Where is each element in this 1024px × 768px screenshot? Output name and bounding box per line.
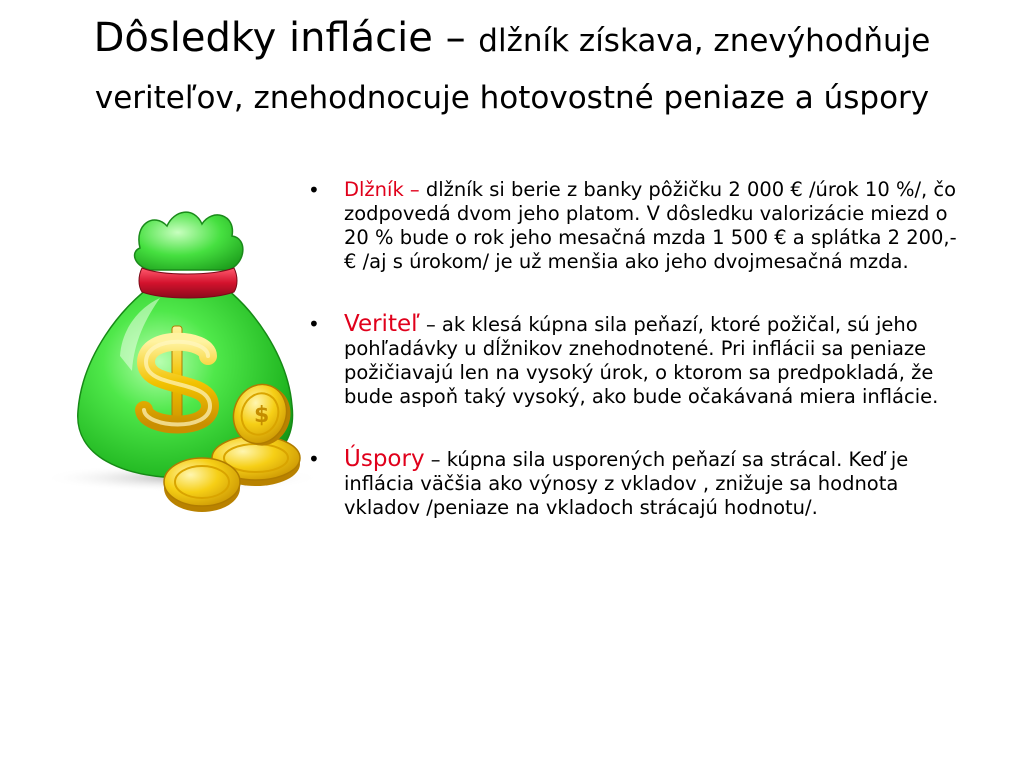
svg-text:$: $ (254, 403, 270, 428)
money-bag-illustration (42, 206, 342, 536)
slide-title-main: Dôsledky inflácie – (93, 15, 479, 61)
bullet-veritel (306, 312, 966, 409)
money-bag-with-coins-icon (42, 206, 342, 536)
bullet-text: dlžník si berie z banky pôžičku 2 000 € /úrok 10 %/, čo zodpovedá dvom jeho platom. V dôsledku valorizácie miezd o 20 % bude o rok jeho mesačná mzda 1 500 € a splátka 2 200,- € /aj s úrokom/ je už menšia ako jeho dvojmesačná mzda. (344, 178, 957, 273)
bullet-text: – ak klesá kúpna sila peňazí, ktoré požičal, sú jeho pohľadávky u dĺžnikov znehodnotené. Pri inflácii sa peniaze požičiavajú len na vysoký úrok, o ktorom sa predpokladá, že bude aspoň taký vysoký, ako bude očakávaná miera inflácie. (344, 313, 939, 408)
bullet-term: Veriteľ (344, 311, 420, 337)
bullet-marker: • (308, 312, 320, 336)
bullet-term: Úspory (344, 446, 425, 472)
bullet-term: Dlžník – (344, 178, 426, 201)
bullet-uspory (306, 447, 966, 520)
bullet-text: – kúpna sila usporených peňazí sa strácal. Keď je inflácia väčšia ako výnosy z vkladov , znižuje sa hodnota vkladov /peniaze na vkladoch strácajú hodnotu/. (344, 448, 909, 519)
slide-title-subtitle: dlžník získava, znevýhodňuje veriteľov, znehodnocuje hotovostné peniaze a úspory (94, 23, 931, 116)
bullet-dlznik (306, 178, 966, 274)
bullet-marker: • (308, 447, 320, 471)
bullet-list (306, 178, 966, 558)
slide-title (40, 12, 984, 129)
bullet-marker: • (308, 178, 320, 202)
